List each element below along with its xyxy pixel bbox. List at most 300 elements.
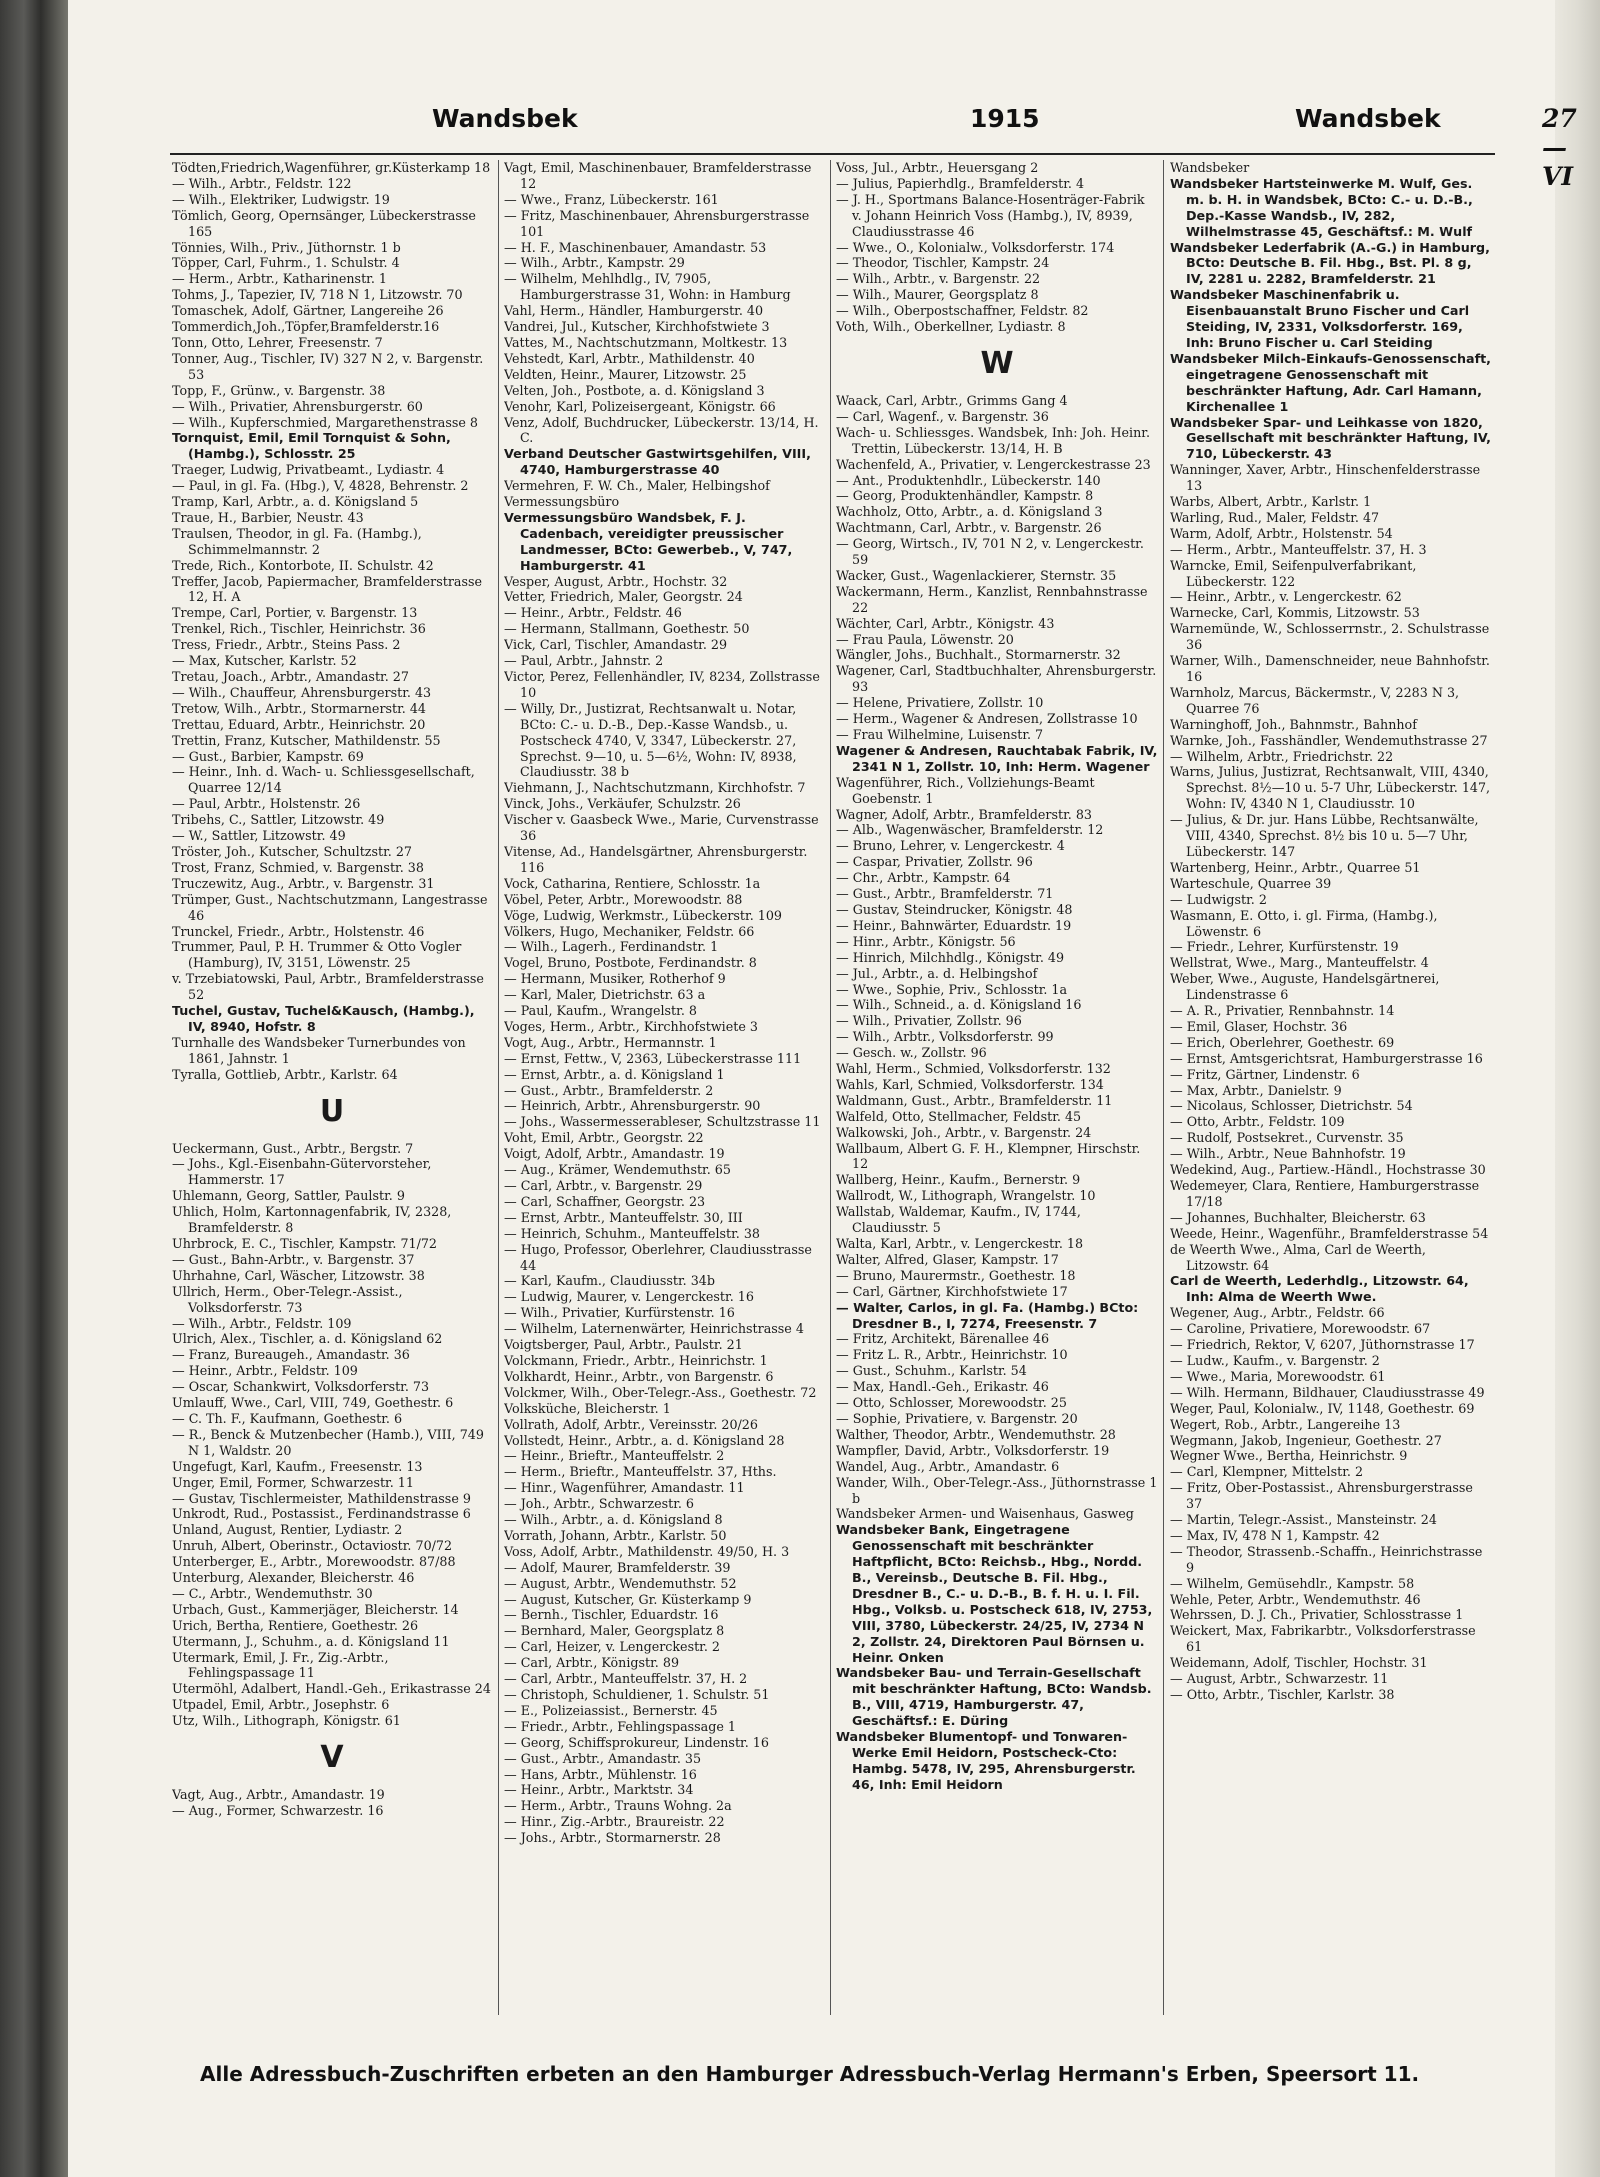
directory-entry: Unland, August, Rentier, Lydiastr. 2	[172, 1522, 403, 1538]
directory-entry: Urbach, Gust., Kammerjäger, Bleicherstr. 14	[172, 1601, 459, 1617]
directory-entry: — Wwe., O., Kolonialw., Volksdorferstr. 174	[836, 239, 1115, 255]
directory-entry: Trümper, Gust., Nachtschutzmann, Langestrasse 46	[172, 891, 488, 923]
directory-entry: Wegner Wwe., Bertha, Heinrichstr. 9	[1170, 1448, 1408, 1464]
directory-entry: Tönnies, Wilh., Priv., Jüthornstr. 1 b	[172, 239, 401, 255]
directory-entry: Urich, Bertha, Rentiere, Goethestr. 26	[172, 1617, 419, 1633]
directory-entry: — Fritz, Ober-Postassist., Ahrensburgerstrasse 37	[1170, 1480, 1473, 1512]
directory-entry: — Ludwig, Maurer, v. Lengerckestr. 16	[504, 1289, 754, 1305]
directory-entry: Wedemeyer, Clara, Rentiere, Hamburgerstrasse 17/18	[1170, 1178, 1480, 1209]
directory-entry: Walther, Theodor, Arbtr., Wendemuthstr. 28	[836, 1426, 1116, 1442]
directory-entry: Vöbel, Peter, Arbtr., Morewoodstr. 88	[504, 891, 743, 907]
directory-entry: — Paul, Kaufm., Wrangelstr. 8	[504, 1003, 697, 1019]
directory-entry: — Max, Handl.-Geh., Erikastr. 46	[836, 1379, 1049, 1395]
directory-entry: Vollrath, Adolf, Arbtr., Vereinsstr. 20/26	[504, 1416, 758, 1432]
directory-entry: Trunckel, Friedr., Arbtr., Holstenstr. 46	[172, 923, 425, 939]
directory-entry: Utermöhl, Adalbert, Handl.-Geh., Erikastrasse 24	[172, 1681, 491, 1697]
directory-entry: — Sophie, Privatiere, v. Bargenstr. 20	[836, 1410, 1078, 1426]
directory-entry: — Ludwigstr. 2	[1170, 891, 1267, 907]
directory-entry: Wackermann, Herm., Kanzlist, Rennbahnstrasse 22	[836, 583, 1148, 615]
directory-entry: Wegener, Aug., Arbtr., Feldstr. 66	[1170, 1305, 1385, 1321]
directory-entry: — A. R., Privatier, Rennbahnstr. 14	[1170, 1003, 1395, 1019]
directory-entry: — Wilh., Schneid., a. d. Königsland 16	[836, 997, 1082, 1013]
directory-entry: — Wilh. Hermann, Bildhauer, Claudiusstrasse 49	[1170, 1384, 1485, 1400]
directory-entry: Uhrhahne, Carl, Wäscher, Litzowstr. 38	[172, 1267, 425, 1283]
directory-entry: Walkowski, Joh., Arbtr., v. Bargenstr. 24	[836, 1124, 1092, 1140]
directory-entry: Veldten, Heinr., Maurer, Litzowstr. 25	[504, 366, 747, 382]
directory-entry: Traue, H., Barbier, Neustr. 43	[172, 509, 364, 525]
directory-entry: — Herm., Arbtr., Trauns Wohng. 2a	[504, 1798, 732, 1814]
directory-entry: — Caspar, Privatier, Zollstr. 96	[836, 854, 1033, 870]
header-rule	[170, 153, 1495, 155]
directory-entry: Tohms, J., Tapezier, IV, 718 N 1, Litzowstr. 70	[172, 287, 463, 303]
directory-entry: — Max, Kutscher, Karlstr. 52	[172, 653, 357, 669]
directory-entry: — Bruno, Lehrer, v. Lengerckestr. 4	[836, 838, 1065, 854]
directory-entry: Traulsen, Theodor, in gl. Fa. (Hambg.), Schimmelmannstr. 2	[172, 525, 422, 557]
directory-entry: Weger, Paul, Kolonialw., IV, 1148, Goethestr. 69	[1170, 1400, 1475, 1416]
directory-entry: Waack, Carl, Arbtr., Grimms Gang 4	[836, 392, 1068, 408]
directory-entry: Voigt, Adolf, Arbtr., Amandastr. 19	[504, 1146, 725, 1162]
directory-entry: Warncke, Emil, Seifenpulverfabrikant, Lübeckerstr. 122	[1170, 557, 1417, 589]
directory-entry: — Johs., Kgl.-Eisenbahn-Gütervorsteher, Hammerstr. 17	[172, 1156, 432, 1188]
directory-entry: Warnecke, Carl, Kommis, Litzowstr. 53	[1170, 605, 1420, 621]
directory-entry: — August, Arbtr., Wendemuthstr. 52	[504, 1575, 737, 1591]
directory-entry: — Georg, Produktenhändler, Kampstr. 8	[836, 488, 1094, 504]
directory-entry-bold: Tuchel, Gustav, Tuchel&Kausch, (Hambg.), IV, 8940, Hofstr. 8	[172, 1003, 475, 1034]
directory-entry: — Wilh., Maurer, Georgsplatz 8	[836, 287, 1039, 303]
directory-entry: Tretow, Wilh., Arbtr., Stormarnerstr. 44	[172, 700, 426, 716]
directory-entry: — Otto, Arbtr., Feldstr. 109	[1170, 1114, 1345, 1130]
directory-entry-bold: Wandsbeker Bau- und Terrain-Gesellschaft mit beschränkter Haftung, BCto: Wandsb. B., VIII, 4719, Hamburgerstr. 47, Geschäftsf.: E. Düring	[836, 1665, 1152, 1729]
directory-entry: — Caroline, Privatiere, Morewoodstr. 67	[1170, 1321, 1431, 1337]
directory-entry: — Heinr., Arbtr., Marktstr. 34	[504, 1782, 694, 1798]
directory-entry: — Wilh., Privatier, Ahrensburgerstr. 60	[172, 398, 423, 414]
directory-entry: Tyralla, Gottlieb, Arbtr., Karlstr. 64	[172, 1066, 398, 1082]
directory-entry: Wacker, Gust., Wagenlackierer, Sternstr. 35	[836, 567, 1117, 583]
directory-entry-bold: Vermessungsbüro Wandsbek, F. J. Cadenbach, vereidigter preussischer Landmesser, BCto: Gewerbeb., V, 747, Hamburgerstr. 41	[504, 509, 793, 573]
directory-entry: — Frau Paula, Löwenstr. 20	[836, 631, 1014, 647]
directory-entry: — Herm., Wagener & Andresen, Zollstrasse 10	[836, 711, 1138, 727]
directory-entry: Wehrssen, D. J. Ch., Privatier, Schlosstrasse 1	[1170, 1607, 1464, 1623]
column-2	[504, 160, 824, 2015]
directory-entry: Vagt, Emil, Maschinenbauer, Bramfelderstrasse 12	[504, 160, 812, 191]
directory-entry: Wagner, Adolf, Arbtr., Bramfelderstr. 83	[836, 806, 1092, 822]
directory-entry: — Carl, Schaffner, Georgstr. 23	[504, 1193, 706, 1209]
directory-entry: Vandrei, Jul., Kutscher, Kirchhofstwiete 3	[504, 319, 770, 335]
directory-entry: Warteschule, Quarree 39	[1170, 875, 1332, 891]
directory-entry: Ungefugt, Karl, Kaufm., Freesenstr. 13	[172, 1458, 423, 1474]
directory-entry-bold: Wandsbeker Hartsteinwerke M. Wulf, Ges. m. b. H. in Wandsbek, BCto: C.- u. D.-B., Dep.-Kasse Wandsb., IV, 282, Wilhelmstrasse 45, Geschäftsf.: M. Wulf	[1170, 175, 1473, 239]
directory-entry: — Ernst, Amtsgerichtsrat, Hamburgerstrasse 16	[1170, 1050, 1483, 1066]
directory-entry: Volckmer, Wilh., Ober-Telegr.-Ass., Goethestr. 72	[504, 1384, 817, 1400]
book-binding	[0, 0, 68, 2177]
directory-entry: — Otto, Arbtr., Tischler, Karlstr. 38	[1170, 1687, 1395, 1702]
page-edge	[1555, 0, 1600, 2177]
column-4	[1170, 160, 1492, 2015]
directory-entry: Tommerdich,Joh.,Töpfer,Bramfelderstr.16	[172, 319, 440, 335]
directory-entry: Vogt, Aug., Arbtr., Hermannstr. 1	[504, 1034, 717, 1050]
directory-entry: — Hermann, Musiker, Rotherhof 9	[504, 971, 726, 987]
directory-entry: Trummer, Paul, P. H. Trummer & Otto Vogler (Hamburg), IV, 3151, Löwenstr. 25	[172, 939, 462, 971]
directory-entry: Wampfler, David, Arbtr., Volksdorferstr. 19	[836, 1442, 1110, 1458]
section-letter: V	[320, 1740, 344, 1776]
directory-entry: — Joh., Arbtr., Schwarzestr. 6	[504, 1496, 694, 1512]
directory-entry: — Wwe., Maria, Morewoodstr. 61	[1170, 1368, 1386, 1384]
directory-entry: de Weerth Wwe., Alma, Carl de Weerth, Litzowstr. 64	[1170, 1241, 1426, 1273]
directory-entry: — Wilh., Lagerh., Ferdinandstr. 1	[504, 939, 719, 955]
directory-entry: — August, Arbtr., Schwarzestr. 11	[1170, 1671, 1389, 1687]
directory-entry: — Wilh., Arbtr., Feldstr. 109	[172, 1315, 352, 1331]
directory-entry-bold: Wandsbeker Milch-Einkaufs-Genossenschaft, eingetragene Genossenschaft mit beschränkter Haftung, Adr. Carl Hamann, Kirchenallee 1	[1170, 350, 1491, 414]
directory-entry: — Gust., Arbtr., Amandastr. 35	[504, 1750, 702, 1766]
directory-entry: Velten, Joh., Postbote, a. d. Königsland 3	[504, 382, 765, 398]
directory-entry: Walfeld, Otto, Stellmacher, Feldstr. 45	[836, 1108, 1082, 1124]
directory-entry: — Bernhard, Maler, Georgsplatz 8	[504, 1623, 725, 1639]
directory-entry: Victor, Perez, Fellenhändler, IV, 8234, Zollstrasse 10	[504, 669, 820, 700]
directory-entry: — Herm., Brieftr., Manteuffelstr. 37, Hths.	[504, 1464, 777, 1480]
directory-entry: Wahls, Karl, Schmied, Volksdorferstr. 134	[836, 1076, 1104, 1092]
section-letter: W	[980, 345, 1014, 381]
directory-entry: Turnhalle des Wandsbeker Turnerbundes von 1861, Jahnstr. 1	[172, 1034, 466, 1066]
directory-entry: — Erich, Oberlehrer, Goethestr. 69	[1170, 1034, 1395, 1050]
directory-entry: Unger, Emil, Former, Schwarzestr. 11	[172, 1474, 414, 1490]
directory-entry: — Hinr., Arbtr., Königstr. 56	[836, 933, 1016, 949]
directory-entry: Trempe, Carl, Portier, v. Bargenstr. 13	[172, 605, 418, 621]
directory-entry: Voss, Jul., Arbtr., Heuersgang 2	[836, 160, 1039, 175]
directory-entry: — Wilh., Arbtr., Volksdorferstr. 99	[836, 1029, 1054, 1045]
directory-entry: Volkhardt, Heinr., Arbtr., von Bargenstr. 6	[504, 1368, 774, 1384]
directory-entry: Warns, Julius, Justizrat, Rechtsanwalt, VIII, 4340, Sprechst. 8½—10 u. 5-7 Uhr, Lübeckerstr. 147, Wohn: IV, 4340 N 1, Claudiusstr. 10	[1170, 764, 1491, 812]
directory-entry: — Heinrich, Arbtr., Ahrensburgerstr. 90	[504, 1098, 761, 1114]
header-right: Wandsbek	[1295, 104, 1441, 133]
column-1	[172, 160, 492, 2015]
directory-entry: Warm, Adolf, Arbtr., Holstenstr. 54	[1170, 525, 1393, 541]
directory-entry: Wegmann, Jakob, Ingenieur, Goethestr. 27	[1170, 1432, 1442, 1448]
directory-entry: Voth, Wilh., Oberkellner, Lydiastr. 8	[836, 319, 1066, 335]
directory-entry: Wängler, Johs., Buchhalt., Stormarnerstr. 32	[836, 647, 1121, 663]
directory-entry: Viehmann, J., Nachtschutzmann, Kirchhofstr. 7	[504, 780, 806, 796]
directory-entry: — Wilh., Chauffeur, Ahrensburgerstr. 43	[172, 684, 432, 700]
directory-entry: — Carl, Klempner, Mittelstr. 2	[1170, 1464, 1364, 1480]
directory-entry: — Fritz L. R., Arbtr., Heinrichstr. 10	[836, 1347, 1068, 1363]
directory-entry: Unterberger, E., Arbtr., Morewoodstr. 87/88	[172, 1554, 456, 1570]
directory-entry: — Wilh., Arbtr., Feldstr. 122	[172, 175, 352, 191]
directory-entry: Trost, Franz, Schmied, v. Bargenstr. 38	[172, 859, 424, 875]
directory-entry: — Gust., Schuhm., Karlstr. 54	[836, 1363, 1027, 1379]
directory-entry: — Theodor, Strassenb.-Schaffn., Heinrichstrasse 9	[1170, 1543, 1483, 1575]
directory-entry: Warling, Rud., Maler, Feldstr. 47	[1170, 509, 1380, 525]
directory-entry: Wagenführer, Rich., Vollziehungs-Beamt Goebenstr. 1	[836, 774, 1095, 806]
directory-entry: Tretau, Joach., Arbtr., Amandastr. 27	[172, 669, 409, 684]
directory-entry-bold: Carl de Weerth, Lederhdlg., Litzowstr. 64, Inh: Alma de Weerth Wwe.	[1170, 1273, 1469, 1305]
directory-entry: Vitense, Ad., Handelsgärtner, Ahrensburgerstr. 116	[504, 843, 808, 875]
directory-entry: Weber, Wwe., Auguste, Handelsgärtnerei, Lindenstrasse 6	[1170, 971, 1440, 1003]
directory-entry: Tonn, Otto, Lehrer, Freesenstr. 7	[172, 334, 383, 350]
directory-entry: — Wilh., Arbtr., Neue Bahnhofstr. 19	[1170, 1146, 1406, 1162]
directory-entry: — Wilhelm, Arbtr., Friedrichstr. 22	[1170, 748, 1394, 764]
directory-entry: — Wilhelm, Mehlhdlg., IV, 7905, Hamburgerstrasse 31, Wohn: in Hamburg	[504, 271, 791, 303]
directory-entry: — Wilh., Kupferschmied, Margarethenstrasse 8	[172, 414, 478, 430]
directory-entry: Venohr, Karl, Polizeisergeant, Königstr. 66	[504, 398, 776, 414]
directory-entry-bold: Wandsbeker Bank, Eingetragene Genossenschaft mit beschränkter Haftpflicht, BCto: Reichsb., Hbg., Nordd. B., Vereinsb., Deutsche B. Fil. Hbg., Dresdner B., C.- u. D.-B., B. f. H. u. I. Fil. Hbg., Volksb. u. Postscheck 618, IV, 2753, VIII, 3780, Lübeckerstr. 24/25, IV, 2734 N 2, Zollstr. 24, Direktoren Paul Börnsen u. Heinr. Onken	[836, 1522, 1153, 1665]
directory-entry: Vattes, M., Nachtschutzmann, Moltkestr. 13	[504, 334, 788, 350]
directory-entry: — Wilhelm, Laternenwärter, Heinrichstrasse 4	[504, 1321, 804, 1337]
directory-entry: Wallstab, Waldemar, Kaufm., IV, 1744, Claudiusstr. 5	[836, 1204, 1081, 1236]
directory-entry: Umlauff, Wwe., Carl, VIII, 749, Goethestr. 6	[172, 1395, 454, 1411]
directory-entry: — Fritz, Maschinenbauer, Ahrensburgerstrasse 101	[504, 207, 810, 239]
directory-entry: Tömlich, Georg, Opernsänger, Lübeckerstrasse 165	[172, 207, 476, 239]
directory-entry: — Heinr., Arbtr., Feldstr. 109	[172, 1363, 358, 1379]
directory-entry: — Karl, Kaufm., Claudiusstr. 34b	[504, 1273, 715, 1289]
directory-entry: — Nicolaus, Schlosser, Dietrichstr. 54	[1170, 1098, 1413, 1114]
directory-entry: Wanninger, Xaver, Arbtr., Hinschenfelderstrasse 13	[1170, 462, 1481, 494]
directory-entry: Wallberg, Heinr., Kaufm., Bernerstr. 9	[836, 1172, 1081, 1188]
directory-entry: Warnholz, Marcus, Bäckermstr., V, 2283 N 3, Quarree 76	[1170, 684, 1460, 716]
directory-entry: — J. H., Sportmans Balance-Hosenträger-Fabrik v. Johann Heinrich Voss (Hambg.), IV, 8939, Claudiusstrasse 46	[836, 191, 1145, 239]
directory-entry: — Heinrich, Schuhm., Manteuffelstr. 38	[504, 1225, 761, 1241]
directory-entry: Tödten,Friedrich,Wagenführer, gr.Küsterkamp 18	[172, 160, 491, 175]
directory-entry: Vesper, August, Arbtr., Hochstr. 32	[504, 573, 728, 589]
section-letter: U	[319, 1093, 345, 1129]
directory-entry: — Alb., Wagenwäscher, Bramfelderstr. 12	[836, 822, 1104, 838]
directory-entry: Tramp, Karl, Arbtr., a. d. Königsland 5	[172, 494, 419, 510]
directory-entry: — H. F., Maschinenbauer, Amandastr. 53	[504, 239, 767, 255]
directory-entry: — Max, Arbtr., Danielstr. 9	[1170, 1082, 1342, 1098]
directory-entry: Vinck, Johs., Verkäufer, Schulzstr. 26	[504, 796, 741, 812]
directory-entry: — Wilhelm, Gemüsehdlr., Kampstr. 58	[1170, 1575, 1415, 1591]
page-number: 27—VI	[1542, 104, 1577, 191]
directory-entry: — Frau Wilhelmine, Luisenstr. 7	[836, 727, 1044, 742]
directory-entry: — R., Benck & Mutzenbecher (Hamb.), VIII, 749 N 1, Waldstr. 20	[172, 1426, 484, 1458]
directory-entry: Wächter, Carl, Arbtr., Königstr. 43	[836, 615, 1055, 631]
directory-entry: — Christoph, Schuldiener, 1. Schulstr. 51	[504, 1687, 770, 1702]
directory-entry: — Hugo, Professor, Oberlehrer, Claudiusstrasse 44	[504, 1241, 812, 1273]
directory-entry: — Heinr., Inh. d. Wach- u. Schliessgesellschaft, Quarree 12/14	[172, 764, 475, 796]
directory-entry: Tröster, Joh., Kutscher, Schultzstr. 27	[172, 843, 412, 859]
directory-entry: Wagener, Carl, Stadtbuchhalter, Ahrensburgerstr. 93	[836, 663, 1157, 695]
directory-entry: Wandsbeker	[1170, 160, 1250, 175]
directory-entry: — W., Sattler, Litzowstr. 49	[172, 828, 346, 844]
directory-entry: — Carl, Gärtner, Kirchhofstwiete 17	[836, 1283, 1068, 1299]
directory-entry: — Georg, Wirtsch., IV, 701 N 2, v. Lengerckestr. 59	[836, 536, 1144, 568]
directory-entry: Trede, Rich., Kontorbote, II. Schulstr. 42	[172, 557, 434, 573]
directory-entry: Ueckermann, Gust., Arbtr., Bergstr. 7	[172, 1140, 414, 1156]
directory-entry: — Rudolf, Postsekret., Curvenstr. 35	[1170, 1130, 1404, 1146]
directory-entry: — Karl, Maler, Dietrichstr. 63 a	[504, 987, 706, 1003]
directory-entry: v. Trzebiatowski, Paul, Arbtr., Bramfelderstrasse 52	[172, 971, 484, 1003]
directory-entry: Weede, Heinr., Wagenführ., Bramfelderstrasse 54	[1170, 1225, 1489, 1241]
directory-entry: Töpper, Carl, Fuhrm., 1. Schulstr. 4	[172, 255, 400, 271]
directory-entry: Voges, Herm., Arbtr., Kirchhofstwiete 3	[504, 1018, 758, 1034]
directory-entry: Warnemünde, W., Schlosserrnstr., 2. Schulstrasse 36	[1170, 621, 1490, 653]
directory-entry: — C. Th. F., Kaufmann, Goethestr. 6	[172, 1410, 403, 1426]
directory-entry: — Carl, Arbtr., Königstr. 89	[504, 1655, 680, 1671]
directory-entry: — Wilh., Arbtr., a. d. Königsland 8	[504, 1512, 723, 1528]
directory-entry: Warnke, Joh., Fasshändler, Wendemuthstrasse 27	[1170, 732, 1488, 748]
directory-entry: Voss, Adolf, Arbtr., Mathildenstr. 49/50, H. 3	[504, 1543, 790, 1559]
directory-entry-bold: Tornquist, Emil, Emil Tornquist & Sohn, (Hambg.), Schlosstr. 25	[172, 430, 451, 462]
directory-entry: — Carl, Arbtr., v. Bargenstr. 29	[504, 1178, 703, 1193]
directory-entry: Wallbaum, Albert G. F. H., Klempner, Hirschstr. 12	[836, 1140, 1141, 1172]
directory-entry: — Ernst, Fettw., V, 2363, Lübeckerstrasse 111	[504, 1050, 802, 1066]
directory-entry: — Jul., Arbtr., a. d. Helbingshof	[836, 965, 1038, 981]
directory-entry-bold: Verband Deutscher Gastwirtsgehilfen, VIII, 4740, Hamburgerstrasse 40	[504, 446, 811, 478]
directory-entry: — Heinr., Bahnwärter, Eduardstr. 19	[836, 917, 1072, 933]
directory-entry: Vorrath, Johann, Arbtr., Karlstr. 50	[504, 1527, 727, 1543]
directory-entry: — E., Polizeiassist., Bernerstr. 45	[504, 1702, 718, 1718]
publisher-footer: Alle Adressbuch-Zuschriften erbeten an den Hamburger Adressbuch-Verlag Hermann's Erben, Speersort 11.	[200, 2062, 1420, 2086]
directory-entry: Vollstedt, Heinr., Arbtr., a. d. Königsland 28	[504, 1432, 785, 1448]
directory-entry: Wasmann, E. Otto, i. gl. Firma, (Hambg.), Löwenstr. 6	[1170, 907, 1438, 939]
directory-entry: Topp, F., Grünw., v. Bargenstr. 38	[172, 382, 386, 398]
directory-entry: Tomaschek, Adolf, Gärtner, Langereihe 26	[172, 303, 444, 319]
directory-entry: — Johs., Wassermesserableser, Schultzstrasse 11	[504, 1114, 821, 1130]
directory-entry: — Martin, Telegr.-Assist., Mansteinstr. 24	[1170, 1512, 1437, 1528]
directory-entry: — Ant., Produktenhdlr., Lübeckerstr. 140	[836, 472, 1101, 488]
directory-entry: — Ernst, Arbtr., a. d. Königsland 1	[504, 1066, 725, 1082]
directory-entry: — Bruno, Maurermstr., Goethestr. 18	[836, 1267, 1076, 1283]
directory-entry: — Wilh., Elektriker, Ludwigstr. 19	[172, 191, 390, 207]
directory-entry: — Gesch. w., Zollstr. 96	[836, 1045, 987, 1061]
directory-entry: — Julius, & Dr. jur. Hans Lübbe, Rechtsanwälte, VIII, 4340, Sprechst. 8½ bis 10 u. 5—7 Uhr, Lübeckerstr. 147	[1170, 812, 1479, 859]
directory-entry: — Max, IV, 478 N 1, Kampstr. 42	[1170, 1527, 1380, 1543]
directory-entry: Wellstrat, Wwe., Marg., Manteuffelstr. 4	[1170, 955, 1429, 971]
directory-entry: Wandsbeker Armen- und Waisenhaus, Gasweg	[836, 1506, 1134, 1522]
directory-entry: — Chr., Arbtr., Kampstr. 64	[836, 870, 1011, 886]
directory-entry: Vehstedt, Karl, Arbtr., Mathildenstr. 40	[504, 350, 755, 366]
directory-entry: — Heinr., Arbtr., Feldstr. 46	[504, 605, 682, 621]
directory-entry: — Herm., Arbtr., Katharinenstr. 1	[172, 271, 387, 287]
directory-entry: — Carl, Heizer, v. Lengerckestr. 2	[504, 1639, 720, 1655]
directory-entry: Tribehs, C., Sattler, Litzowstr. 49	[172, 812, 385, 828]
directory-entry: Wachtmann, Carl, Arbtr., v. Bargenstr. 26	[836, 520, 1102, 536]
directory-entry: Vick, Carl, Tischler, Amandastr. 29	[504, 637, 728, 653]
directory-entry: — Theodor, Tischler, Kampstr. 24	[836, 255, 1050, 271]
directory-entry: Vahl, Herm., Händler, Hamburgerstr. 40	[504, 303, 764, 319]
directory-entry: — Gust., Arbtr., Bramfelderstr. 71	[836, 886, 1054, 902]
directory-entry-bold: — Walter, Carlos, in gl. Fa. (Hambg.) BCto: Dresdner B., I, 7274, Freesenstr. 7	[836, 1299, 1139, 1331]
directory-entry: — Hinr., Zig.-Arbtr., Braureistr. 22	[504, 1814, 725, 1830]
directory-entry: — Wilh., Privatier, Zollstr. 96	[836, 1013, 1022, 1029]
directory-entry: Unruh, Albert, Oberinstr., Octaviostr. 70/72	[172, 1538, 453, 1554]
directory-entry: — Bernh., Tischler, Eduardstr. 16	[504, 1607, 719, 1623]
directory-entry: — Gust., Barbier, Kampstr. 69	[172, 748, 364, 764]
directory-entry: Vöge, Ludwig, Werkmstr., Lübeckerstr. 109	[504, 907, 782, 923]
directory-entry: Warbs, Albert, Arbtr., Karlstr. 1	[1170, 494, 1372, 510]
directory-entry: Unterburg, Alexander, Bleicherstr. 46	[172, 1570, 415, 1586]
directory-entry: — Heinr., Arbtr., v. Lengerckestr. 62	[1170, 589, 1402, 605]
directory-entry: — August, Kutscher, Gr. Küsterkamp 9	[504, 1591, 752, 1607]
directory-entry: — Ernst, Arbtr., Manteuffelstr. 30, III	[504, 1209, 743, 1225]
directory-entry: — Wilh., Arbtr., v. Bargenstr. 22	[836, 271, 1041, 287]
directory-entry: — Aug., Krämer, Wendemuthstr. 65	[504, 1162, 731, 1178]
directory-entry: Voigtsberger, Paul, Arbtr., Paulstr. 21	[504, 1337, 743, 1353]
directory-entry: Ulrich, Alex., Tischler, a. d. Königsland 62	[172, 1331, 443, 1347]
directory-entry: Wachholz, Otto, Arbtr., a. d. Königsland 3	[836, 504, 1103, 520]
directory-entry: — Friedrich, Rektor, V, 6207, Jüthornstrasse 17	[1170, 1337, 1475, 1353]
directory-entry: Trenkel, Rich., Tischler, Heinrichstr. 36	[172, 621, 426, 637]
directory-entry: Vetter, Friedrich, Maler, Georgstr. 24	[504, 589, 743, 605]
directory-entry: Treffer, Jacob, Papiermacher, Bramfelderstrasse 12, H. A	[172, 573, 482, 605]
directory-entry: Uhlich, Holm, Kartonnagenfabrik, IV, 2328, Bramfelderstr. 8	[172, 1204, 452, 1236]
directory-entry: — Wilh., Arbtr., Kampstr. 29	[504, 255, 685, 271]
directory-entry: — Wwe., Franz, Lübeckerstr. 161	[504, 191, 719, 207]
directory-entry: — Aug., Former, Schwarzestr. 16	[172, 1803, 384, 1818]
directory-entry: — Paul, Arbtr., Jahnstr. 2	[504, 653, 664, 669]
header-left: Wandsbek	[432, 104, 578, 133]
directory-entry-bold: Wandsbeker Blumentopf- und Tonwaren-Werke Emil Heidorn, Postscheck-Cto: Hambg. 5478, IV, 295, Ahrensburgerstr. 46, Inh: Emil Heidorn	[836, 1729, 1136, 1792]
directory-entry: — Ludw., Kaufm., v. Bargenstr. 2	[1170, 1352, 1380, 1368]
directory-entry-bold: Wandsbeker Maschinenfabrik u. Eisenbauanstalt Bruno Fischer und Carl Steiding, IV, 2331, Volksdorferstr. 169, Inh: Bruno Fischer u. Carl Steiding	[1170, 287, 1470, 350]
directory-entry: Wahl, Herm., Schmied, Volksdorferstr. 132	[836, 1061, 1111, 1077]
directory-entry: Uhrbrock, E. C., Tischler, Kampstr. 71/72	[172, 1236, 438, 1251]
directory-entry: Wedekind, Aug., Partiew.-Händl., Hochstrasse 30	[1170, 1162, 1486, 1178]
directory-entry: — Carl, Arbtr., Manteuffelstr. 37, H. 2	[504, 1671, 748, 1687]
directory-entry: Volckmann, Friedr., Arbtr., Heinrichstr. 1	[504, 1352, 768, 1368]
directory-entry: — Paul, Arbtr., Holstenstr. 26	[172, 796, 361, 812]
directory-entry: Walta, Karl, Arbtr., v. Lengerckestr. 18	[836, 1236, 1084, 1251]
directory-entry: Walter, Alfred, Glaser, Kampstr. 17	[836, 1251, 1059, 1267]
directory-entry: — Gustav, Steindrucker, Königstr. 48	[836, 901, 1073, 917]
directory-entry: Warninghoff, Joh., Bahnmstr., Bahnhof	[1170, 716, 1417, 732]
directory-entry: — Heinr., Brieftr., Manteuffelstr. 2	[504, 1448, 725, 1464]
directory-entry: — Franz, Bureaugeh., Amandastr. 36	[172, 1347, 410, 1363]
directory-entry: — Friedr., Lehrer, Kurfürstenstr. 19	[1170, 939, 1399, 955]
directory-entry: Weickert, Max, Fabrikarbtr., Volksdorferstrasse 61	[1170, 1623, 1476, 1655]
directory-entry: — Wilh., Privatier, Kurfürstenstr. 16	[504, 1305, 735, 1321]
directory-entry: Vogel, Bruno, Postbote, Ferdinandstr. 8	[504, 955, 757, 971]
directory-entry: — Paul, in gl. Fa. (Hbg.), V, 4828, Behrenstr. 2	[172, 478, 469, 494]
directory-entry: Weidemann, Adolf, Tischler, Hochstr. 31	[1170, 1655, 1428, 1671]
directory-entry: — Otto, Schlosser, Morewoodstr. 25	[836, 1395, 1067, 1411]
directory-entry: Wander, Wilh., Ober-Telegr.-Ass., Jüthornstrasse 1 b	[836, 1474, 1158, 1506]
directory-entry: — Willy, Dr., Justizrat, Rechtsanwalt u. Notar, BCto: C.- u. D.-B., Dep.-Kasse Wandsb., u. Postscheck 4740, V, 3347, Lübeckerstr. 27, Sprechst. 9—10, u. 5—6½, Wohn: IV, 8938, Claudiusstr. 38 b	[504, 700, 797, 780]
directory-entry-bold: Wagener & Andresen, Rauchtabak Fabrik, IV, 2341 N 1, Zollstr. 10, Inh: Herm. Wagener	[836, 742, 1158, 774]
directory-entry: Waldmann, Gust., Arbtr., Bramfelderstr. 11	[836, 1092, 1113, 1108]
directory-entry: Traeger, Ludwig, Privatbeamt., Lydiastr. 4	[172, 462, 445, 478]
directory-entry: Utpadel, Emil, Arbtr., Josephstr. 6	[172, 1697, 390, 1713]
directory-entry: Vischer v. Gaasbeck Wwe., Marie, Curvenstrasse 36	[504, 812, 819, 844]
directory-entry: Wachenfeld, A., Privatier, v. Lengerckestrasse 23	[836, 456, 1151, 472]
directory-entry: Volksküche, Bleicherstr. 1	[504, 1400, 671, 1416]
directory-entry: Wandel, Aug., Arbtr., Amandastr. 6	[836, 1458, 1060, 1474]
directory-entry: Uhlemann, Georg, Sattler, Paulstr. 9	[172, 1188, 405, 1204]
directory-entry: Tress, Friedr., Arbtr., Steins Pass. 2	[172, 637, 401, 653]
directory-entry: — Hinr., Wagenführer, Amandastr. 11	[504, 1480, 745, 1496]
header-year: 1915	[970, 104, 1040, 133]
directory-entry: — Hans, Arbtr., Mühlenstr. 16	[504, 1766, 697, 1782]
directory-entry: Vagt, Aug., Arbtr., Amandastr. 19	[172, 1787, 385, 1803]
directory-entry: — Carl, Wagenf., v. Bargenstr. 36	[836, 408, 1049, 424]
directory-entry: — Wilh., Oberpostschaffner, Feldstr. 82	[836, 303, 1089, 319]
directory-entry: — Georg, Schiffsprokureur, Lindenstr. 16	[504, 1734, 769, 1750]
directory-entry: — Johannes, Buchhalter, Bleicherstr. 63	[1170, 1209, 1426, 1225]
directory-entry: — Gustav, Tischlermeister, Mathildenstrasse 9	[172, 1490, 471, 1506]
directory-entry-bold: Wandsbeker Spar- und Leihkasse von 1820, Gesellschaft mit beschränkter Haftung, IV, 710, Lübeckerstr. 43	[1170, 414, 1491, 462]
directory-columns	[172, 160, 1492, 2015]
directory-entry: Truczewitz, Aug., Arbtr., v. Bargenstr. 31	[172, 875, 435, 891]
directory-entry: Vock, Catharina, Rentiere, Schlosstr. 1a	[504, 875, 761, 891]
directory-entry: — Gust., Bahn-Arbtr., v. Bargenstr. 37	[172, 1251, 415, 1267]
directory-entry: — Herm., Arbtr., Manteuffelstr. 37, H. 3	[1170, 541, 1427, 557]
directory-entry: Venz, Adolf, Buchdrucker, Lübeckerstr. 13/14, H. C.	[504, 414, 819, 446]
directory-entry: — Helene, Privatiere, Zollstr. 10	[836, 695, 1044, 711]
column-3	[836, 160, 1158, 2015]
directory-entry: Trettin, Franz, Kutscher, Mathildenstr. 55	[172, 732, 441, 748]
directory-entry: — Oscar, Schankwirt, Volksdorferstr. 73	[172, 1379, 430, 1395]
directory-entry: — Wwe., Sophie, Priv., Schlosstr. 1a	[836, 981, 1068, 997]
directory-entry: Ullrich, Herm., Ober-Telegr.-Assist., Volksdorferstr. 73	[172, 1283, 403, 1315]
directory-entry: Wach- u. Schliessges. Wandsbek, Inh: Joh. Heinr. Trettin, Lübeckerstr. 13/14, H. B	[836, 424, 1150, 456]
